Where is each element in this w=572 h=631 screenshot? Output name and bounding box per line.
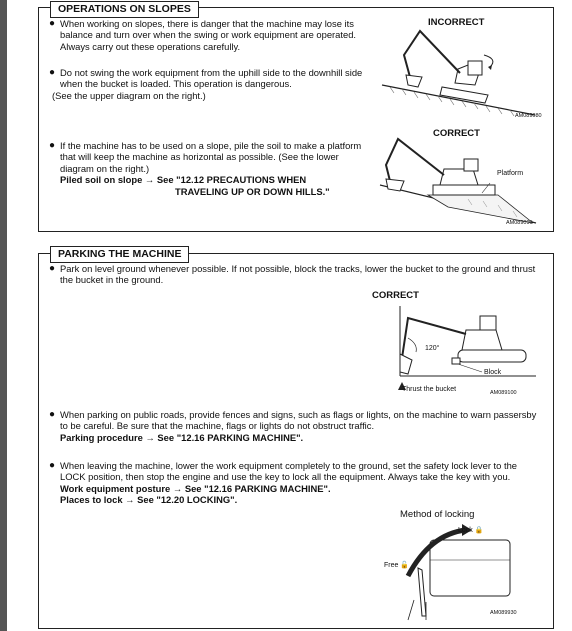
parking-section-title: PARKING THE MACHINE	[50, 246, 189, 263]
lock-figure-title: Method of locking	[400, 509, 475, 520]
slopes-section-title: OPERATIONS ON SLOPES	[50, 1, 199, 18]
parking-ref-3b: Places to lock → See "12.20 LOCKING".	[60, 494, 238, 506]
parking-fig-code: AM089100	[490, 390, 517, 396]
slopes-bullet-2	[49, 67, 367, 101]
parking-ref-3a: Work equipment posture → See "12.16 PARKING MACHINE".	[60, 482, 331, 494]
bullet-dot-icon: ●	[49, 18, 56, 29]
parking-ref-2: Parking procedure → See "12.16 PARKING MACHINE".	[60, 431, 304, 443]
lock-figure-code: AM089930	[490, 610, 517, 616]
bullet-dot-icon: ●	[49, 409, 56, 420]
lock-label	[458, 526, 483, 534]
padlock-open-icon: 🔓	[400, 562, 410, 569]
slopes-text-2: Do not swing the work equipment from the uphill side to the downhill side when the bucket is loaded. This operation is dangerous.	[60, 67, 363, 90]
parking-fig-angle: 120°	[425, 345, 440, 352]
excavator-incorrect-figure	[380, 25, 540, 120]
parking-fig-block: Block	[484, 369, 502, 376]
fig-correct-label: CORRECT	[433, 128, 480, 139]
fig-correct-platform-label: Platform	[497, 170, 524, 177]
slopes-ref-b: TRAVELING UP OR DOWN HILLS."	[175, 185, 330, 197]
slopes-text-3: If the machine has to be used on a slope, pile the soil to make a platform that will keep the machine as horizontal as possible. (See the lower diagram on the right.)	[60, 140, 362, 174]
fig-incorrect-code: AM089080	[515, 113, 542, 119]
lock-label-text: Lock	[458, 527, 473, 534]
parking-fig-label: CORRECT	[372, 290, 419, 301]
parking-bullet-2	[49, 409, 542, 443]
fig-correct-code: AM089090	[506, 220, 533, 226]
parking-text-3: When leaving the machine, lower the work equipment completely to the ground, set the safety lock lever to the LOCK position, then stop the engine and use the key to lock all the equipment. Always take the key with you.	[60, 460, 518, 483]
parking-bullet-1	[49, 263, 542, 286]
free-label	[384, 561, 409, 569]
parking-fig-thrust: Thrust the bucket	[402, 386, 457, 393]
slopes-ref-a: Piled soil on slope → See "12.12 PRECAUTIONS WHEN	[60, 174, 307, 186]
slopes-bullet-1	[49, 18, 365, 52]
page-edge-bar	[0, 0, 7, 631]
free-label-text: Free	[384, 562, 399, 569]
fig-incorrect-label: INCORRECT	[428, 17, 485, 28]
bullet-dot-icon: ●	[49, 67, 56, 78]
parking-text-2: When parking on public roads, provide fences and signs, such as flags or lights, on the machine to warn passersby to be careful. Be sure that the machine, flags or lights do not obstruct traffic.	[60, 409, 537, 432]
parking-excavator-figure	[378, 302, 538, 397]
parking-text-1: Park on level ground whenever possible. If not possible, block the tracks, lower the bucket to the ground and thrust the bucket in the ground.	[60, 263, 536, 286]
bullet-dot-icon: ●	[49, 263, 56, 274]
bullet-dot-icon: ●	[49, 460, 56, 471]
bullet-dot-icon: ●	[49, 140, 56, 151]
slopes-bullet-3	[49, 140, 370, 197]
padlock-closed-icon: 🔒	[474, 527, 484, 534]
slopes-note-2: (See the upper diagram on the right.)	[52, 89, 206, 101]
excavator-correct-figure	[378, 135, 538, 227]
slopes-text-1: When working on slopes, there is danger that the machine may lose its balance and turn over when the swing or work equipment are operated. Always carry out these operations carefully.	[60, 18, 357, 52]
parking-bullet-3	[49, 460, 542, 506]
